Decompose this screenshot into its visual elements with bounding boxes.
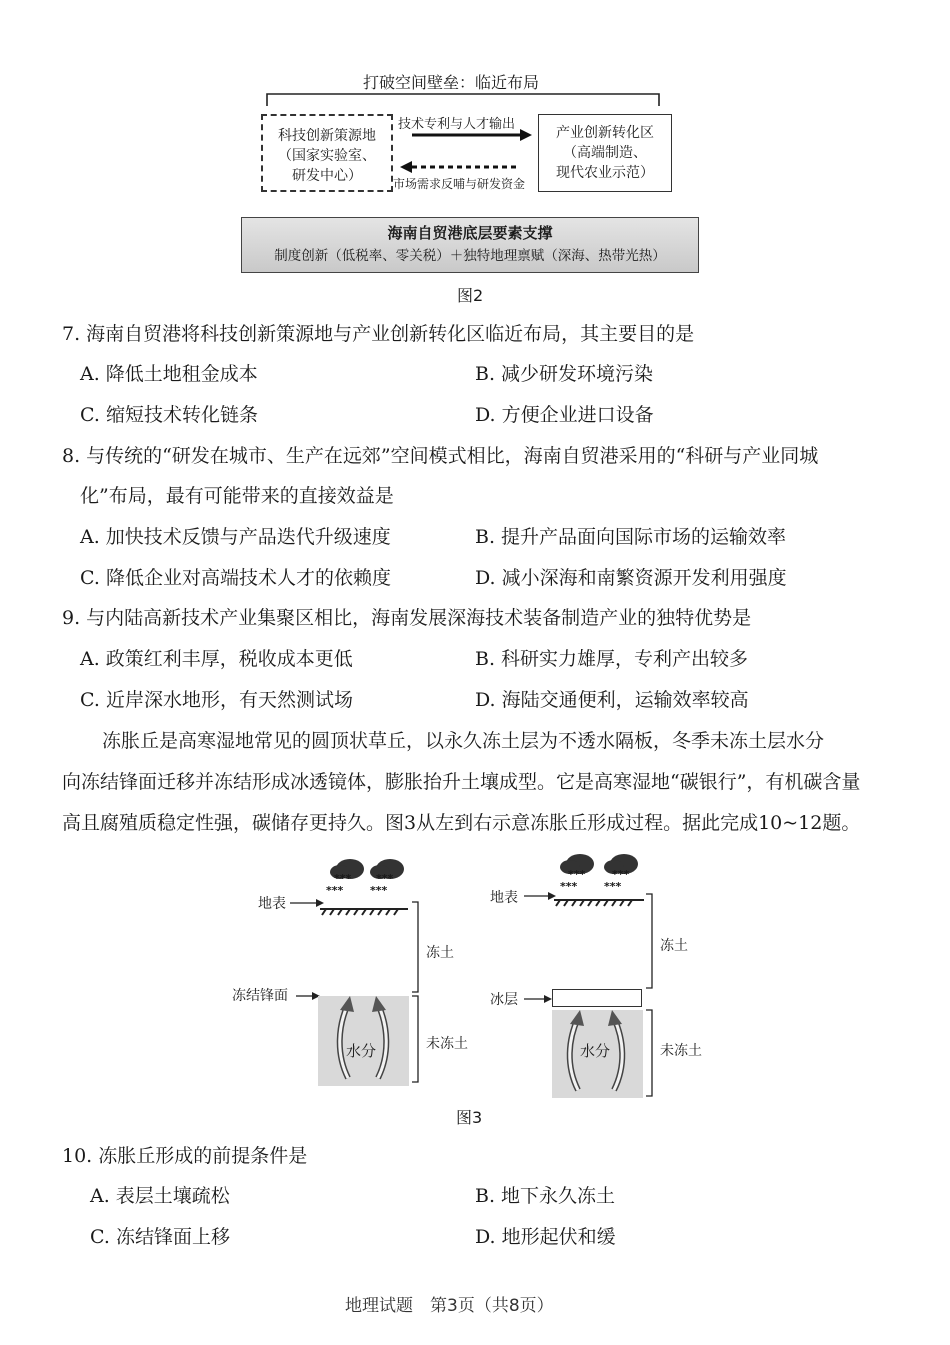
dashed-left-arrow [398, 160, 534, 174]
q7-option-c[interactable]: C. 缩短技术转化链条 [80, 404, 258, 426]
left-unfrozen-label: 未冻土 [426, 1036, 468, 1052]
left-surface-hatch [290, 895, 420, 917]
passage-line-2: 向冻结锋面迁移并冻结形成冰透镜体，膨胀抬升土壤成型。它是高寒湿地“碳银行”，有机碳含量 [62, 771, 861, 793]
left-freezing-front-label: 冻结锋面 [232, 988, 288, 1004]
right-box-line-3: 现代农业示范） [556, 165, 654, 181]
q7-option-d[interactable]: D. 方便企业进口设备 [475, 404, 654, 426]
foundation-support-box [241, 217, 699, 273]
q9-option-d[interactable]: D. 海陆交通便利，运输效率较高 [475, 689, 749, 711]
top-bracket [255, 88, 715, 108]
page-footer: 地理试题 第3页（共8页） [345, 1296, 554, 1316]
right-snow-icon-2: *** [560, 880, 578, 893]
right-snow-icon-3: *** [612, 868, 630, 881]
right-ice-layer-label: 冰层 [490, 992, 518, 1008]
question-10-stem: 10. 冻胀丘形成的前提条件是 [62, 1145, 308, 1167]
q8-option-b[interactable]: B. 提升产品面向国际市场的运输效率 [475, 526, 787, 548]
left-snow-icon: *** [334, 872, 352, 885]
left-snow-icon-4: *** [370, 884, 388, 897]
right-box-line-2: （高端制造、 [563, 145, 647, 161]
left-box-line-1: 科技创新策源地 [278, 128, 376, 144]
question-9-stem: 9. 与内陆高新技术产业集聚区相比，海南发展深海技术装备制造产业的独特优势是 [62, 607, 752, 629]
left-snow-icon-2: *** [326, 884, 344, 897]
right-surface-label: 地表 [490, 890, 518, 906]
right-snow-icon: *** [568, 868, 586, 881]
industry-transform-box [538, 114, 672, 192]
foundation-subtitle: 制度创新（低税率、零关税）＋独特地理禀赋（深海、热带光热） [274, 248, 666, 264]
innovation-source-box [261, 114, 393, 192]
q8-option-d[interactable]: D. 减小深海和南繁资源开发利用强度 [475, 567, 787, 589]
left-snow-icon-3: *** [376, 872, 394, 885]
left-brackets [410, 900, 430, 1085]
q7-option-a[interactable]: A. 降低土地租金成本 [80, 363, 258, 385]
left-box-line-3: 研发中心） [292, 168, 362, 184]
q8-option-a[interactable]: A. 加快技术反馈与产品迭代升级速度 [80, 526, 391, 548]
question-7-stem: 7. 海南自贸港将科技创新策源地与产业创新转化区临近布局，其主要目的是 [62, 323, 695, 345]
q9-option-c[interactable]: C. 近岸深水地形，有天然测试场 [80, 689, 353, 711]
left-frozen-soil-label: 冻土 [426, 945, 454, 961]
figure2-top-title: 打破空间壁垒：临近布局 [363, 73, 540, 92]
right-snow-icon-4: *** [604, 880, 622, 893]
q9-option-a[interactable]: A. 政策红利丰厚，税收成本更低 [80, 648, 353, 670]
arrow-top-label: 技术专利与人才输出 [398, 117, 516, 132]
right-ice-layer [552, 989, 642, 1007]
q7-option-b[interactable]: B. 减少研发环境污染 [475, 363, 654, 385]
q10-option-a[interactable]: A. 表层土壤疏松 [90, 1185, 230, 1207]
right-unfrozen-label: 未冻土 [660, 1043, 702, 1059]
right-box-line-1: 产业创新转化区 [556, 125, 654, 141]
q10-option-c[interactable]: C. 冻结锋面上移 [90, 1226, 230, 1248]
right-water-label: 水分 [580, 1042, 611, 1060]
question-8-stem-line-1: 8. 与传统的“研发在城市、生产在远郊”空间模式相比，海南自贸港采用的“科研与产业同城 [62, 445, 819, 467]
solid-right-arrow [398, 128, 534, 142]
right-brackets [644, 892, 664, 1102]
right-surface-hatch [524, 888, 654, 910]
figure2-caption: 图2 [457, 286, 484, 305]
foundation-title: 海南自贸港底层要素支撑 [387, 224, 553, 242]
passage-line-1: 冻胀丘是高寒湿地常见的圆顶状草丘，以永久冻土层为不透水隔板，冬季未冻土层水分 [102, 730, 825, 752]
arrow-bottom-label: 市场需求反哺与研发资金 [393, 177, 526, 191]
left-surface-label: 地表 [258, 896, 286, 912]
passage-line-3: 高且腐殖质稳定性强，碳储存更持久。图3从左到右示意冻胀丘形成过程。据此完成10~12题。 [62, 812, 861, 834]
q10-option-b[interactable]: B. 地下永久冻土 [475, 1185, 616, 1207]
q10-option-d[interactable]: D. 地形起伏和缓 [475, 1226, 616, 1248]
right-ice-arrow [524, 993, 554, 1005]
left-water-label: 水分 [346, 1042, 377, 1060]
figure3-caption: 图3 [456, 1108, 483, 1127]
left-box-line-2: （国家实验室、 [278, 148, 376, 164]
question-8-stem-line-2: 化”布局，最有可能带来的直接效益是 [80, 485, 394, 507]
right-frozen-soil-label: 冻土 [660, 938, 688, 954]
q8-option-c[interactable]: C. 降低企业对高端技术人才的依赖度 [80, 567, 391, 589]
q9-option-b[interactable]: B. 科研实力雄厚，专利产出较多 [475, 648, 749, 670]
